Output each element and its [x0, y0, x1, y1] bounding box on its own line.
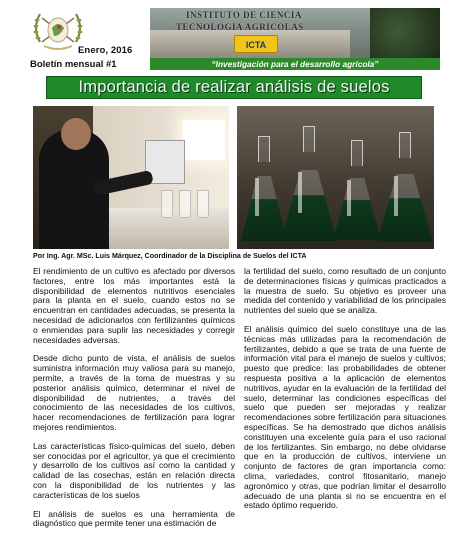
beaker	[161, 190, 173, 218]
researcher-head	[61, 118, 91, 150]
article-column-right	[244, 267, 446, 520]
flask	[333, 140, 381, 240]
beaker	[179, 190, 191, 218]
flask	[377, 132, 433, 242]
flask	[281, 126, 337, 241]
lab-researcher-photo	[33, 106, 229, 249]
paragraph: El análisis químico del suelo constituye una de las técnicas más utilizadas para la recomendación de fertilizantes, debido a que se trata de una fuente de información vital para el manejo de suelos y cultivos; puesto que predice: las probabilidades de obtener respuesta positiva a la aplicación de elementos nutritivos, ayudar en la evaluación de la fertilidad del suelo, determinar las condiciones específicas del suelo que pueden ser mejoradas y realizar recomendaciones sobre fertilización para situaciones específicas. Se ha demostrado que dichos análisis constituyen una excelente guía para el uso racional de los fertilizantes. Sin embargo, no debe olvidarse que en la producción de cultivos, interviene un conjunto de factores de gran importancia como: clima, variedades, control fitosanitario, manejo agronómico y otras, que podrían limitar el desarrollo adecuado de una planta si no se encuentra en el estado óptimo requerido.	[244, 323, 446, 511]
building-sign-line2: TECNOLOGIA AGRICOLAS	[176, 22, 304, 32]
beaker	[197, 190, 209, 218]
issue-date: Enero, 2016	[78, 45, 133, 56]
article-title: Importancia de realizar análisis de suelos	[46, 76, 422, 99]
lab-window	[183, 120, 225, 160]
soil-sample-flasks-photo	[237, 106, 434, 249]
paragraph: El rendimiento de un cultivo es afectado por diversos factores, entre los más importantes está la disponibilidad de elementos nutritivos esenciales para la planta en el suelo, cuando estos no se encuentran en cantidades adecuadas, se presenta la necesidad de adicionarlos con fertilizantes químicos o enmiendas para suplir las necesidades y corregir necesidades adversas.	[33, 266, 235, 345]
header-banner-photo	[150, 8, 440, 58]
tree-foliage	[370, 8, 440, 58]
paragraph: la fertilidad del suelo, como resultado de un conjunto de determinaciones físicas y químicas practicados a la muestra de suelo. Su objetivo es proveer una medida del contenido y variabilidad de los principales nutrientes del suelo que se analiza.	[244, 266, 446, 316]
paragraph: Desde dicho punto de vista, el análisis de suelos suministra información muy valiosa para su manejo, permite, a través de la toma de muestras y su posterior análisis químico, determinar el nivel de disponibilidad de nutrientes, a través del conocimiento de las necesidades de los cultivos, hacer recomendaciones de fertilización para lograr mejores rendimientos.	[33, 353, 235, 432]
building-sign-line1: INSTITUTO DE CIENCIA	[186, 10, 302, 20]
photo-caption: Por Ing. Agr. MSc. Luis Márquez, Coordinador de la Disciplina de Suelos del ICTA	[33, 252, 307, 260]
slogan-bar: “Investigación para el desarrollo agrícola”	[150, 58, 440, 70]
icta-logo: ICTA	[234, 35, 278, 53]
paragraph: El análisis de suelos es una herramienta de diagnóstico que permite tener una estimación de	[33, 508, 235, 529]
bulletin-number: Boletín mensual #1	[30, 59, 117, 70]
article-column-left	[33, 267, 235, 538]
paragraph: Las características físico-químicas del suelo, deben ser conocidas por el agricultor, ya que el crecimiento y desarrollo de los cultivos así como la cantidad y calidad de las cosechas, están en relación directa con la disponibilidad de los nutrientes y las características de los suelos	[33, 440, 235, 500]
